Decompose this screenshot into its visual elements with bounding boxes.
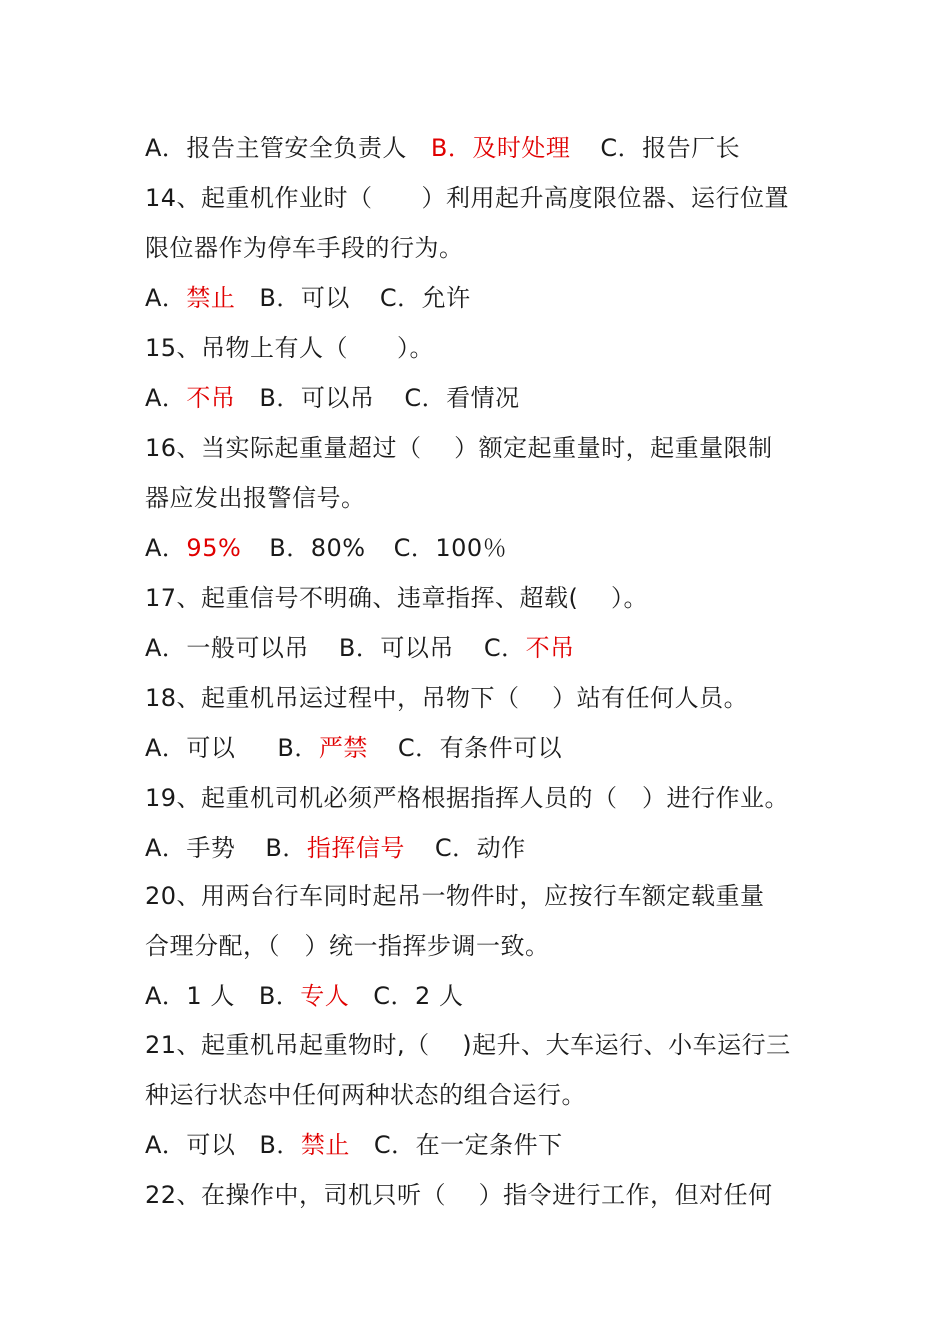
q14-option-c: C．允许 [379, 284, 471, 312]
q16-option-b: B．80% [269, 534, 366, 562]
q17-option-a: A．一般可以吊 [145, 634, 309, 662]
q15-option-a-label: A． [145, 384, 187, 412]
q18-option-a: A．可以 [145, 734, 236, 762]
q17-option-b: B．可以吊 [338, 634, 454, 662]
q15-options [145, 383, 825, 413]
q14-options [145, 283, 825, 313]
q18-option-b-answer: 严禁 [318, 734, 368, 762]
q22-question-line1: 22、在操作中，司机只听（ ）指令进行工作，但对任何 [145, 1181, 773, 1209]
q14-question-line2: 限位器作为停车手段的行为。 [145, 234, 464, 262]
q15-option-a-answer: 不吊 [186, 384, 236, 412]
q21-option-b-label: B． [259, 1131, 301, 1159]
q20-option-b-answer: 专人 [300, 982, 350, 1010]
q20-option-a: A．1 人 [145, 982, 235, 1010]
q15-question-line1: 15、吊物上有人（ ）。 [145, 334, 435, 362]
q18-options [145, 733, 825, 763]
q13-option-b-answer: B．及时处理 [430, 134, 571, 162]
q19-option-c: C．动作 [434, 834, 526, 862]
q17-options [145, 633, 825, 663]
q21-option-a: A．可以 [145, 1131, 236, 1159]
q13-option-a: A．报告主管安全负责人 [145, 134, 407, 162]
q18-option-b-label: B． [277, 734, 319, 762]
q15-option-b: B．可以吊 [259, 384, 375, 412]
q20-question-line2: 合理分配，（ ）统一指挥步调一致。 [145, 932, 550, 960]
q16-question-line2: 器应发出报警信号。 [145, 484, 366, 512]
q21-option-c: C．在一定条件下 [373, 1131, 563, 1159]
q19-option-b-answer: 指挥信号 [306, 834, 405, 862]
q17-question-line1: 17、起重信号不明确、违章指挥、超载( ）。 [145, 584, 649, 612]
q16-options [145, 533, 825, 563]
q21-question-line1: 21、起重机吊起重物时,（ )起升、大车运行、小车运行三 [145, 1031, 791, 1059]
q13-options [145, 133, 825, 163]
q19-option-b-label: B． [265, 834, 307, 862]
q14-option-a-answer: 禁止 [186, 284, 236, 312]
q18-option-c: C．有条件可以 [397, 734, 563, 762]
q21-question-line2: 种运行状态中任何两种状态的组合运行。 [145, 1081, 586, 1109]
q19-option-a: A．手势 [145, 834, 236, 862]
q15-option-c: C．看情况 [404, 384, 520, 412]
q21-options [145, 1130, 825, 1160]
q14-option-a-label: A． [145, 284, 187, 312]
q14-option-b: B．可以 [259, 284, 350, 312]
q20-option-b-label: B． [258, 982, 301, 1010]
q20-options [145, 981, 825, 1011]
q17-option-c-answer: 不吊 [525, 634, 575, 662]
q17-option-c-label: C． [483, 634, 526, 662]
q19-options [145, 833, 825, 863]
q19-question-line1: 19、起重机司机必须严格根据指挥人员的（ ）进行作业。 [145, 784, 790, 812]
q16-question-line1: 16、当实际起重量超过（ ）额定起重量时，起重量限制 [145, 434, 773, 462]
q16-option-a-label: A． [145, 534, 187, 562]
q20-question-line1: 20、用两台行车同时起吊一物件时，应按行车额定载重量 [145, 882, 765, 910]
q21-option-b-answer: 禁止 [300, 1131, 350, 1159]
q13-option-c: C．报告厂长 [600, 134, 741, 162]
q16-option-c: C．100％ [393, 534, 508, 562]
q14-question-line1: 14、起重机作业时（ ）利用起升高度限位器、运行位置 [145, 184, 790, 212]
q18-question-line1: 18、起重机吊运过程中，吊物下（ ）站有任何人员。 [145, 684, 749, 712]
q16-option-a-answer: 95% [186, 534, 242, 562]
q20-option-c: C．2 人 [373, 982, 464, 1010]
